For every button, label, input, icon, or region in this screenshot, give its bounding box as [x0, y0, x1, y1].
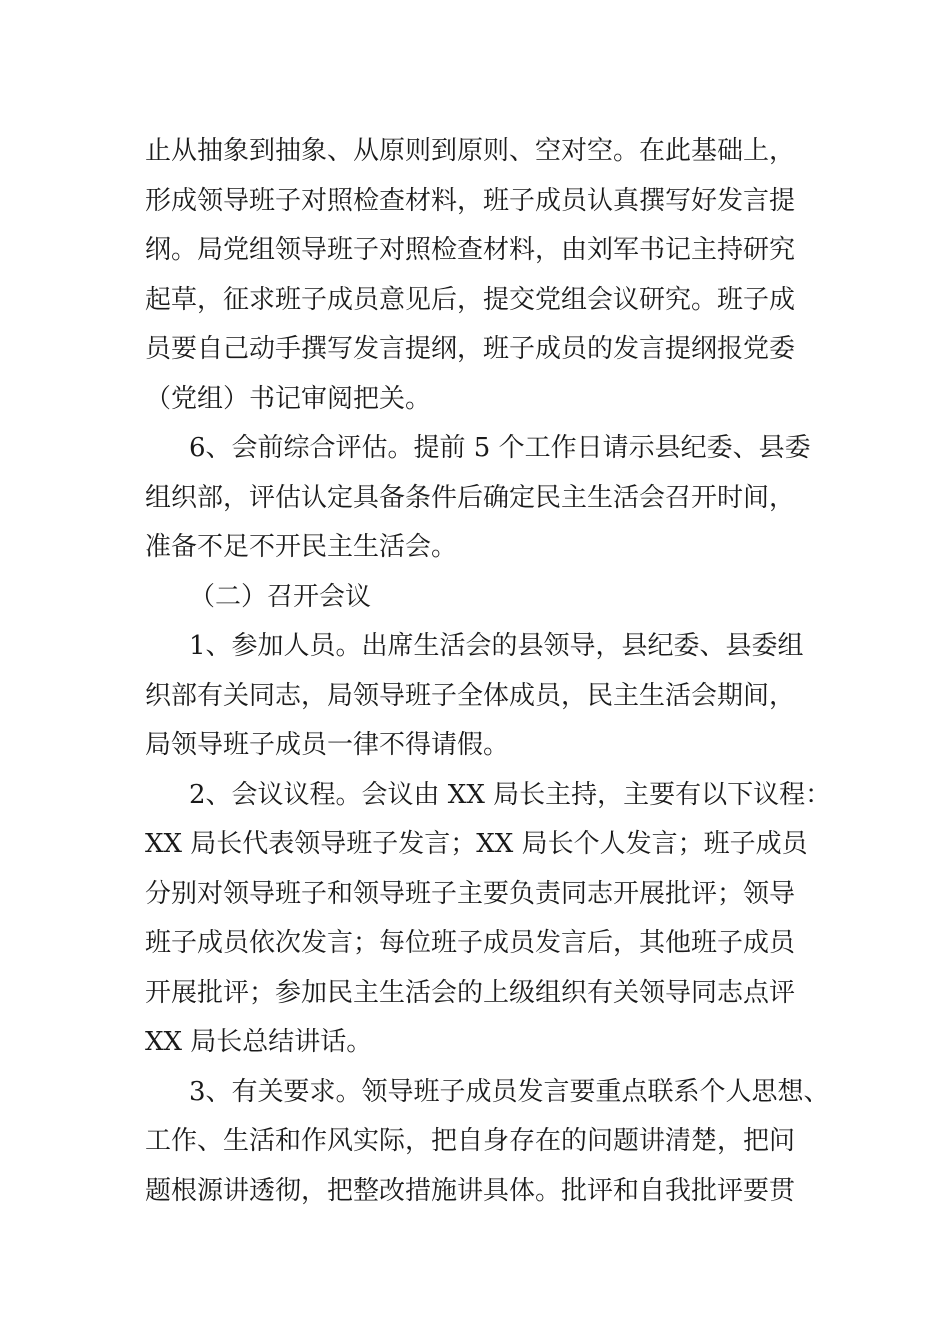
text-line: XX 局长总结讲话。: [145, 1027, 373, 1057]
document-body: [145, 127, 832, 1216]
text-line: 局领导班子成员一律不得请假。: [145, 730, 510, 760]
text-line: 止从抽象到抽象、从原则到原则、空对空。在此基础上，: [145, 136, 796, 166]
text-line: 分别对领导班子和领导班子主要负责同志开展批评；领导: [145, 878, 796, 909]
text-line: 工作、生活和作风实际，把自身存在的问题讲清楚，把问: [145, 1126, 796, 1156]
text-line: 2、会议议程。会议由 XX 局长主持，主要有以下议程：: [189, 779, 832, 810]
text-line: 纲。局党组领导班子对照检查材料，由刘军书记主持研究: [145, 235, 796, 265]
text-line: XX 局长代表领导班子发言；XX 局长个人发言；班子成员: [145, 829, 808, 859]
text-line: 3、有关要求。领导班子成员发言要重点联系个人思想、: [189, 1076, 830, 1107]
text-line: 织部有关同志，局领导班子全体成员，民主生活会期间，: [145, 680, 796, 711]
text-line: 形成领导班子对照检查材料，班子成员认真撰写好发言提: [145, 185, 796, 216]
text-line: （二）召开会议: [189, 581, 372, 612]
text-line: 题根源讲透彻，把整改措施讲具体。批评和自我批评要贯: [145, 1175, 796, 1206]
text-line: 组织部，评估认定具备条件后确定民主生活会召开时间，: [145, 482, 796, 513]
text-line: 起草，征求班子成员意见后，提交党组会议研究。班子成: [145, 284, 796, 315]
text-line: 准备不足不开民主生活会。: [145, 532, 458, 562]
text-line: （党组）书记审阅把关。: [145, 383, 432, 414]
text-line: 员要自己动手撰写发言提纲，班子成员的发言提纲报党委: [145, 334, 796, 364]
text-line: 开展批评；参加民主生活会的上级组织有关领导同志点评: [145, 977, 796, 1008]
text-line: 6、会前综合评估。提前 5 个工作日请示县纪委、县委: [189, 433, 811, 463]
text-line: 班子成员依次发言；每位班子成员发言后，其他班子成员: [145, 928, 796, 958]
text-line: 1、参加人员。出席生活会的县领导，县纪委、县委组: [189, 631, 804, 661]
